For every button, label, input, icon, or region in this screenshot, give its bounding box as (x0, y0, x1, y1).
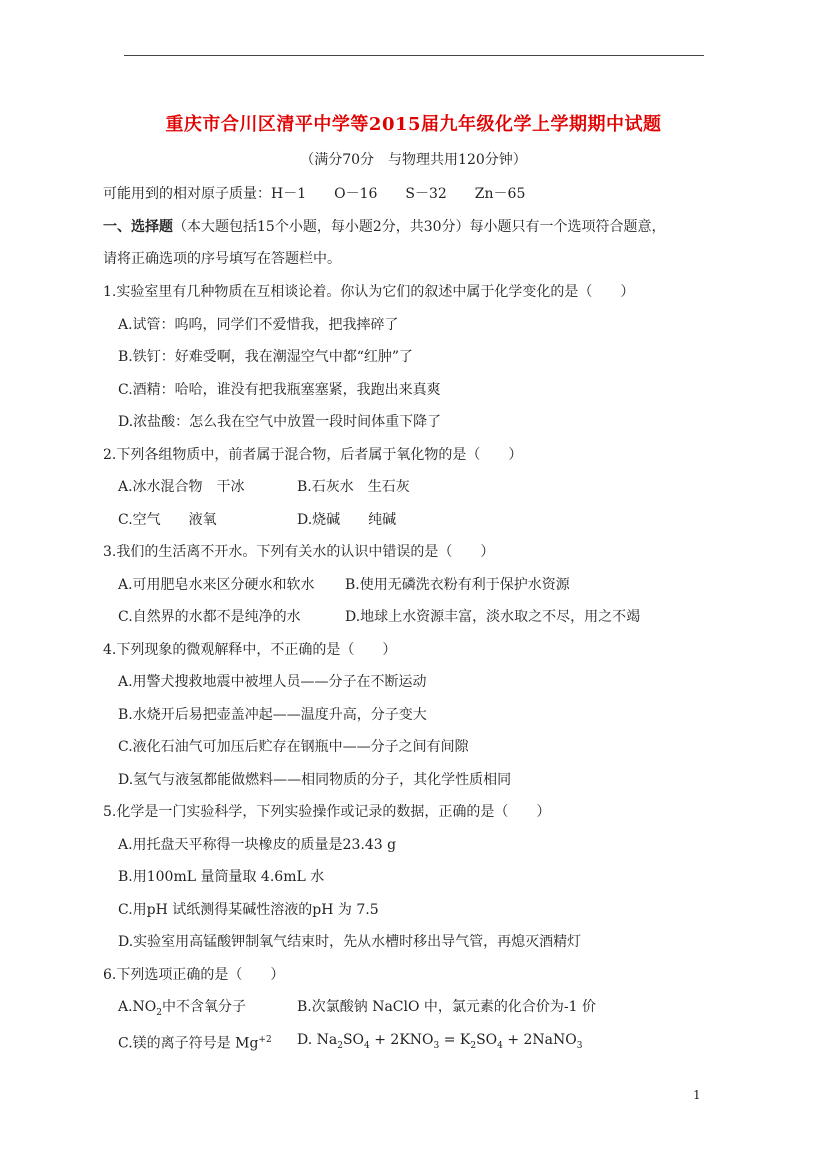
subtitle: （满分70分 与物理共用120分钟） (300, 152, 527, 168)
question-stem: 2.下列各组物质中，前者属于混合物，后者属于氧化物的是（ ） (103, 447, 523, 463)
subscript: 2 (470, 1040, 477, 1051)
page-number: 1 (693, 1088, 701, 1102)
option: B.次氯酸钠 NaClO 中，氯元素的化合价为-1 价 (297, 999, 596, 1015)
question-stem: 3.我们的生活离不开水。下列有关水的认识中错误的是（ ） (103, 544, 495, 560)
option: B.水烧开后易把壶盖冲起——温度升高，分子变大 (118, 707, 427, 723)
section-text-2: 请将正确选项的序号填写在答题栏中。 (103, 251, 341, 267)
option: C.酒精：哈哈，谁没有把我瓶塞塞紧，我跑出来真爽 (118, 382, 441, 398)
formula-part: = K (439, 1032, 471, 1048)
option: D.实验室用高锰酸钾制氧气结束时，先从水槽时移出导气管，再熄灭酒精灯 (118, 934, 582, 950)
option (297, 1030, 583, 1056)
option: B.石灰水 生石灰 (297, 479, 410, 495)
option: B.使用无磷洗衣粉有利于保护水资源 (345, 577, 570, 593)
option: A.用托盘天平称得一块橡皮的质量是23.43 g (118, 837, 397, 853)
option: B.用100mL 量筒量取 4.6mL 水 (118, 869, 325, 885)
subscript: 4 (364, 1040, 370, 1051)
formula-part: + 2KNO (369, 1032, 434, 1048)
option: A.可用肥皂水来区分硬水和软水 (118, 577, 315, 593)
question-stem: 4.下列现象的微观解释中，不正确的是（ ） (103, 642, 397, 658)
option (118, 1030, 272, 1054)
subscript: 3 (433, 1040, 440, 1051)
option: C.用pH 试纸测得某碱性溶液的pH 为 7.5 (118, 902, 379, 918)
option: D.浓盐酸：怎么我在空气中放置一段时间体重下降了 (118, 414, 442, 430)
section-intro (103, 217, 666, 237)
option: A.冰水混合物 干冰 (118, 479, 245, 495)
option: D.氢气与液氢都能做燃料——相同物质的分子，其化学性质相同 (118, 772, 512, 788)
option: D.烧碱 纯碱 (297, 512, 397, 528)
option-text: C.镁的离子符号是 Mg (118, 1035, 259, 1052)
formula-part: D. Na (297, 1032, 338, 1048)
formula-part: SO (342, 1032, 365, 1048)
question-stem: 6.下列选项正确的是（ ） (103, 967, 285, 983)
option: A.用警犬搜救地震中被埋人员——分子在不断运动 (118, 674, 427, 690)
question-stem: 1.实验室里有几种物质在互相谈论着。你认为它们的叙述中属于化学变化的是（ ） (103, 284, 635, 300)
subscript: 2 (156, 1007, 163, 1018)
header-rule (124, 55, 704, 56)
subscript: 3 (576, 1040, 583, 1051)
section-text: （本大题包括15个小题，每小题2分，共30分）每小题只有一个选项符合题意， (173, 219, 666, 235)
option-text: 中不含氧分子 (162, 999, 247, 1015)
formula-part: SO (476, 1032, 498, 1048)
page-title: 重庆市合川区清平中学等2015届九年级化学上学期期中试题 (165, 114, 662, 135)
option (118, 997, 246, 1023)
option: C.液化石油气可加压后贮存在钢瓶中——分子之间有间隙 (118, 739, 469, 755)
option-text: A.NO (118, 999, 157, 1015)
option: D.地球上水资源丰富，淡水取之不尽，用之不竭 (345, 609, 641, 625)
option: C.自然界的水都不是纯净的水 (118, 609, 301, 625)
subscript: 2 (337, 1040, 343, 1051)
option: C.空气 液氧 (118, 512, 217, 528)
atomic-mass-line: 可能用到的相对原子质量：H－1 O－16 S－32 Zn－65 (103, 186, 526, 202)
subscript: 4 (497, 1040, 503, 1051)
option: A.试管：呜呜，同学们不爱惜我，把我摔碎了 (118, 317, 399, 333)
formula-part: + 2NaNO (502, 1032, 577, 1048)
superscript: +2 (258, 1035, 272, 1045)
option: B.铁钉：好难受啊，我在潮湿空气中都“红肿”了 (118, 349, 414, 365)
section-heading: 一、选择题 (103, 219, 173, 235)
question-stem: 5.化学是一门实验科学，下列实验操作或记录的数据，正确的是（ ） (103, 804, 551, 820)
